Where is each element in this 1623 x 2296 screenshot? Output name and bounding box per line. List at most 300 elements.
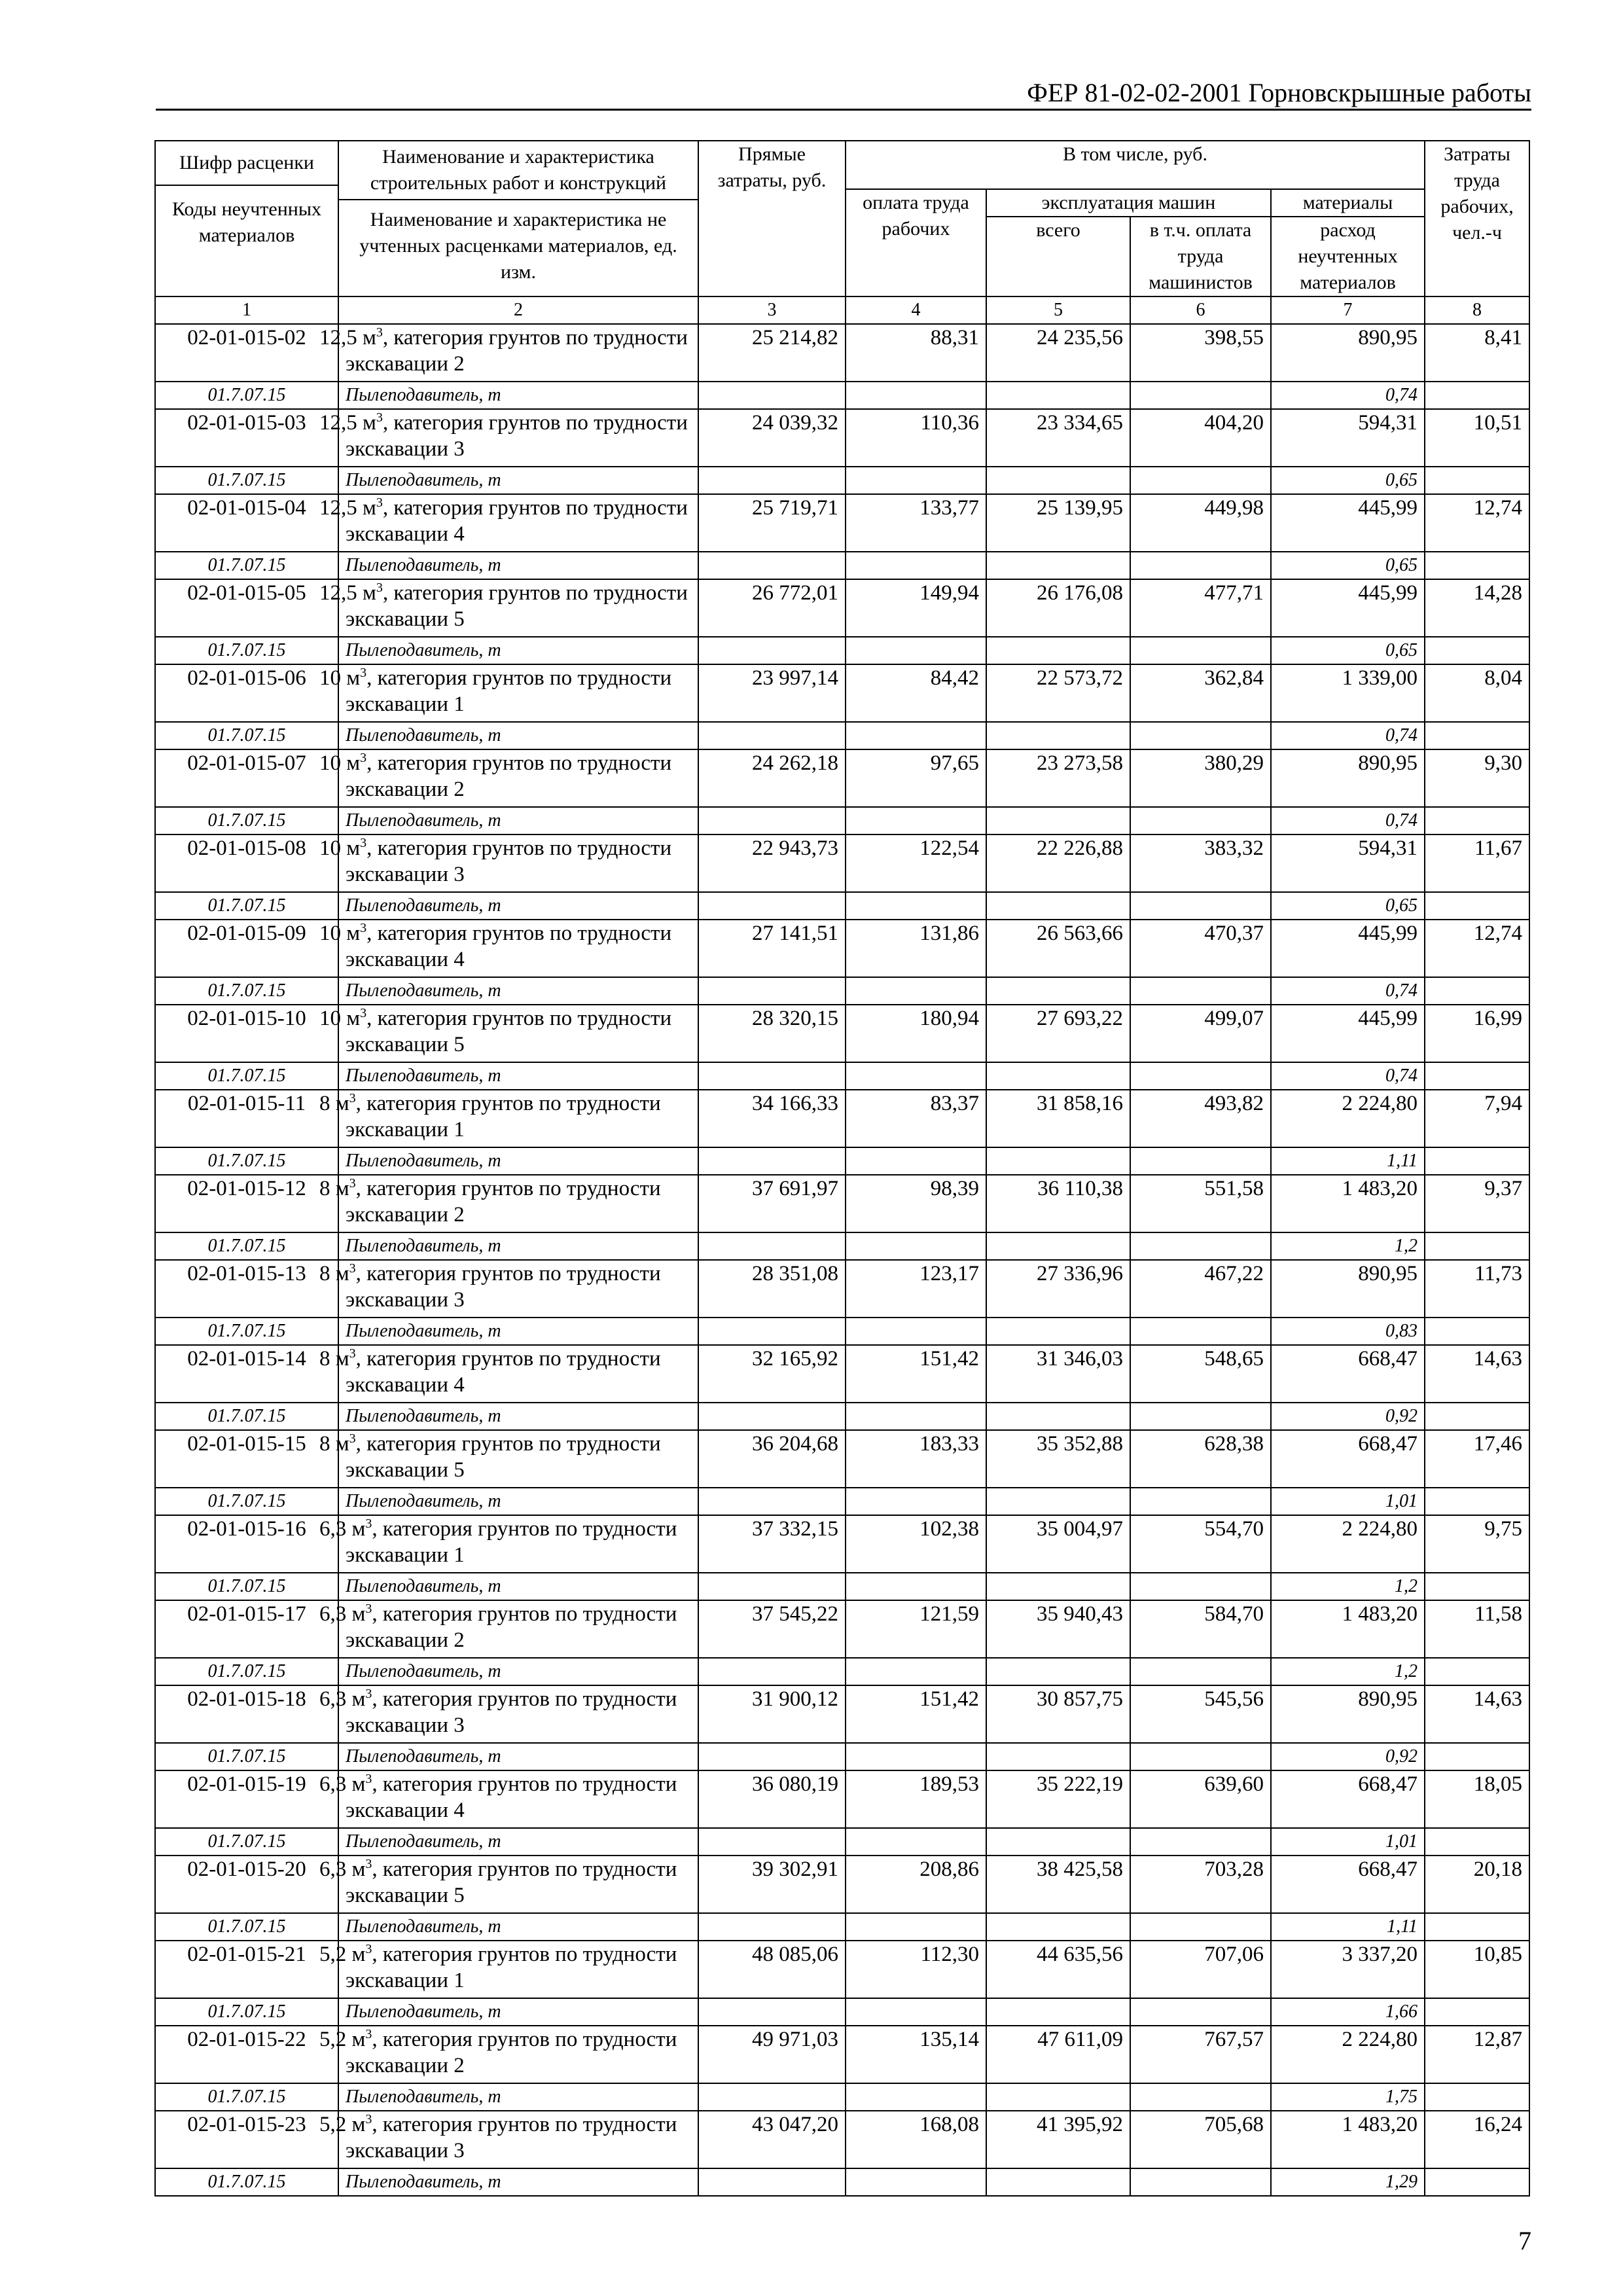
direct-cost: 48 085,06 [698, 1941, 846, 1998]
material-name: Пылеподавитель, т [338, 1743, 698, 1770]
material-name: Пылеподавитель, т [338, 722, 698, 749]
empty-cell [846, 1403, 986, 1430]
empty-cell [1425, 1998, 1529, 2026]
work-description [319, 1260, 698, 1318]
empty-cell [698, 467, 846, 494]
materials-cost: 890,95 [1271, 1260, 1425, 1318]
labor-pay: 189,53 [846, 1770, 986, 1828]
unit-power: 3 [376, 581, 383, 595]
material-row [155, 2168, 1529, 2196]
bucket-size: 5,2 [319, 2113, 347, 2136]
empty-cell [1130, 1403, 1271, 1430]
empty-cell [1130, 1658, 1271, 1685]
direct-cost: 27 141,51 [698, 920, 846, 977]
direct-cost: 23 997,14 [698, 664, 846, 722]
materials-cost: 890,95 [1271, 749, 1425, 807]
empty-cell [986, 637, 1130, 664]
rate-code: 02-01-015-14 [155, 1345, 338, 1403]
material-name: Пылеподавитель, т [338, 467, 698, 494]
description-text: , категория грунтов по трудности экскавации 5 [346, 1007, 672, 1056]
unit-power: 3 [349, 1431, 356, 1446]
unit-power: 3 [360, 921, 367, 935]
labor-hours: 14,63 [1425, 1345, 1529, 1403]
machinists-pay: 548,65 [1130, 1345, 1271, 1403]
empty-cell [846, 1743, 986, 1770]
bucket-size: 10 [319, 922, 341, 945]
unit-power: 3 [376, 495, 383, 510]
labor-hours: 12,74 [1425, 494, 1529, 552]
work-description [319, 1090, 698, 1147]
unit-power: 3 [360, 1006, 367, 1020]
material-row [155, 1998, 1529, 2026]
machines-total: 47 611,09 [986, 2026, 1130, 2083]
unit-symbol: м [351, 2028, 366, 2051]
description-text: , категория грунтов по трудности экскавации 3 [346, 836, 672, 886]
empty-cell [698, 1998, 846, 2026]
direct-cost: 39 302,91 [698, 1856, 846, 1913]
description-text: , категория грунтов по трудности экскавации 3 [346, 1262, 661, 1312]
empty-cell [1425, 1318, 1529, 1345]
table-row [155, 494, 1529, 552]
rate-code: 02-01-015-04 [155, 494, 338, 552]
table-row [155, 324, 1529, 382]
empty-cell [698, 382, 846, 409]
work-description [319, 1430, 698, 1488]
unit-power: 3 [349, 1176, 356, 1191]
labor-pay: 122,54 [846, 834, 986, 892]
work-description [319, 1600, 698, 1658]
table-row [155, 1685, 1529, 1743]
machines-total: 27 336,96 [986, 1260, 1130, 1318]
empty-cell [846, 1913, 986, 1941]
empty-cell [986, 2083, 1130, 2111]
material-code: 01.7.07.15 [155, 1828, 338, 1856]
header-code: Шифр расценки [156, 141, 338, 186]
work-description [319, 1856, 698, 1913]
rate-code: 02-01-015-03 [155, 409, 338, 467]
empty-cell [1130, 1232, 1271, 1260]
work-description [319, 664, 698, 722]
material-name: Пылеподавитель, т [338, 1998, 698, 2026]
material-row [155, 1232, 1529, 1260]
labor-pay: 180,94 [846, 1005, 986, 1062]
unit-symbol: м [363, 411, 376, 435]
header-name-cell [338, 141, 698, 296]
empty-cell [1130, 552, 1271, 579]
material-code: 01.7.07.15 [155, 1573, 338, 1600]
material-name: Пылеподавитель, т [338, 892, 698, 920]
materials-cost: 1 483,20 [1271, 1600, 1425, 1658]
empty-cell [846, 637, 986, 664]
materials-cost: 2 224,80 [1271, 1090, 1425, 1147]
header-materials-unaccounted: расход неучтенных материалов [1271, 217, 1425, 296]
work-description [319, 920, 698, 977]
bucket-size: 8 [319, 1432, 330, 1456]
bucket-size: 10 [319, 1007, 341, 1030]
labor-hours: 16,24 [1425, 2111, 1529, 2168]
labor-pay: 183,33 [846, 1430, 986, 1488]
empty-cell [1425, 1743, 1529, 1770]
bucket-size: 6,3 [319, 1517, 347, 1541]
bucket-size: 8 [319, 1347, 330, 1371]
unit-symbol: м [346, 836, 361, 860]
machinists-pay: 551,58 [1130, 1175, 1271, 1232]
empty-cell [986, 1743, 1130, 1770]
rate-code: 02-01-015-20 [155, 1856, 338, 1913]
material-row [155, 1062, 1529, 1090]
labor-hours: 7,94 [1425, 1090, 1529, 1147]
empty-cell [986, 1573, 1130, 1600]
material-quantity: 1,2 [1271, 1232, 1425, 1260]
header-name-unaccounted: Наименование и характеристика не учтенных расценками материалов, ед. изм. [359, 209, 677, 283]
unit-power: 3 [365, 1602, 372, 1616]
empty-cell [1425, 807, 1529, 834]
material-code: 01.7.07.15 [155, 1147, 338, 1175]
material-name: Пылеподавитель, т [338, 1232, 698, 1260]
machinists-pay: 398,55 [1130, 324, 1271, 382]
labor-hours: 14,63 [1425, 1685, 1529, 1743]
empty-cell [986, 2168, 1130, 2196]
bucket-size: 12,5 [319, 581, 357, 605]
table-row [155, 1600, 1529, 1658]
labor-pay: 208,86 [846, 1856, 986, 1913]
material-quantity: 1,11 [1271, 1147, 1425, 1175]
empty-cell [698, 1828, 846, 1856]
material-code: 01.7.07.15 [155, 2168, 338, 2196]
material-code: 01.7.07.15 [155, 1232, 338, 1260]
material-row [155, 382, 1529, 409]
unit-power: 3 [349, 1346, 356, 1361]
machinists-pay: 493,82 [1130, 1090, 1271, 1147]
materials-cost: 668,47 [1271, 1345, 1425, 1403]
material-code: 01.7.07.15 [155, 977, 338, 1005]
empty-cell [986, 807, 1130, 834]
description-text: , категория грунтов по трудности экскавации 4 [346, 1772, 677, 1822]
header-code-cell [155, 141, 338, 296]
table-row [155, 749, 1529, 807]
empty-cell [1130, 1488, 1271, 1515]
materials-cost: 1 339,00 [1271, 664, 1425, 722]
empty-cell [1130, 1998, 1271, 2026]
column-number: 6 [1130, 296, 1271, 324]
work-description [319, 1175, 698, 1232]
table-row [155, 2111, 1529, 2168]
labor-pay: 88,31 [846, 324, 986, 382]
empty-cell [1130, 1828, 1271, 1856]
rate-code: 02-01-015-09 [155, 920, 338, 977]
machines-total: 31 858,16 [986, 1090, 1130, 1147]
material-quantity: 0,74 [1271, 807, 1425, 834]
empty-cell [698, 2083, 846, 2111]
machines-total: 23 273,58 [986, 749, 1130, 807]
work-description [319, 1941, 698, 1998]
empty-cell [986, 1232, 1130, 1260]
description-text: , категория грунтов по трудности экскавации 2 [346, 2028, 677, 2077]
material-row [155, 1658, 1529, 1685]
empty-cell [986, 1318, 1130, 1345]
header-labor-pay: оплата труда рабочих [846, 189, 986, 296]
machinists-pay: 767,57 [1130, 2026, 1271, 2083]
direct-cost: 36 080,19 [698, 1770, 846, 1828]
machines-total: 24 235,56 [986, 324, 1130, 382]
table-row [155, 1090, 1529, 1147]
empty-cell [846, 1573, 986, 1600]
labor-hours: 9,75 [1425, 1515, 1529, 1573]
empty-cell [1130, 1318, 1271, 1345]
empty-cell [846, 1062, 986, 1090]
labor-pay: 168,08 [846, 2111, 986, 2168]
material-code: 01.7.07.15 [155, 1658, 338, 1685]
empty-cell [698, 1913, 846, 1941]
labor-hours: 14,28 [1425, 579, 1529, 637]
material-quantity: 0,65 [1271, 637, 1425, 664]
description-text: , категория грунтов по трудности экскавации 2 [346, 326, 688, 376]
work-description [319, 494, 698, 552]
empty-cell [698, 1743, 846, 1770]
rate-code: 02-01-015-05 [155, 579, 338, 637]
material-code: 01.7.07.15 [155, 722, 338, 749]
header-unaccounted-codes: Коды неучтенных материалов [172, 198, 321, 246]
machines-total: 22 226,88 [986, 834, 1130, 892]
labor-hours: 20,18 [1425, 1856, 1529, 1913]
material-name: Пылеподавитель, т [338, 552, 698, 579]
material-row [155, 1488, 1529, 1515]
labor-pay: 133,77 [846, 494, 986, 552]
labor-pay: 84,42 [846, 664, 986, 722]
material-code: 01.7.07.15 [155, 1403, 338, 1430]
material-quantity: 1,2 [1271, 1658, 1425, 1685]
unit-symbol: м [346, 922, 361, 945]
material-row [155, 1403, 1529, 1430]
materials-cost: 1 483,20 [1271, 1175, 1425, 1232]
empty-cell [698, 1232, 846, 1260]
work-description [319, 409, 698, 467]
unit-symbol: м [351, 1687, 366, 1711]
table-row [155, 1005, 1529, 1062]
empty-cell [986, 892, 1130, 920]
material-quantity: 0,92 [1271, 1743, 1425, 1770]
work-description [319, 2111, 698, 2168]
bucket-size: 5,2 [319, 2028, 347, 2051]
material-quantity: 1,01 [1271, 1488, 1425, 1515]
material-row [155, 1828, 1529, 1856]
empty-cell [986, 1828, 1130, 1856]
bucket-size: 5,2 [319, 1943, 347, 1966]
labor-hours: 16,99 [1425, 1005, 1529, 1062]
empty-cell [986, 1658, 1130, 1685]
bucket-size: 6,3 [319, 1687, 347, 1711]
empty-cell [1130, 892, 1271, 920]
empty-cell [698, 807, 846, 834]
unit-symbol: м [363, 581, 376, 605]
rate-code: 02-01-015-10 [155, 1005, 338, 1062]
machinists-pay: 470,37 [1130, 920, 1271, 977]
materials-cost: 445,99 [1271, 920, 1425, 977]
unit-power: 3 [360, 836, 367, 850]
bucket-size: 10 [319, 751, 341, 775]
material-code: 01.7.07.15 [155, 1743, 338, 1770]
machines-total: 36 110,38 [986, 1175, 1130, 1232]
description-text: , категория грунтов по трудности экскавации 1 [346, 1943, 677, 1992]
direct-cost: 28 351,08 [698, 1260, 846, 1318]
empty-cell [846, 1998, 986, 2026]
unit-power: 3 [365, 1857, 372, 1871]
unit-symbol: м [351, 1943, 366, 1966]
empty-cell [1130, 2083, 1271, 2111]
empty-cell [846, 892, 986, 920]
empty-cell [1130, 1062, 1271, 1090]
machines-total: 38 425,58 [986, 1856, 1130, 1913]
column-numbers-row [155, 296, 1529, 324]
unit-power: 3 [360, 751, 367, 765]
unit-power: 3 [376, 410, 383, 425]
empty-cell [1425, 637, 1529, 664]
material-row [155, 1743, 1529, 1770]
materials-cost: 668,47 [1271, 1430, 1425, 1488]
bucket-size: 12,5 [319, 496, 357, 520]
material-code: 01.7.07.15 [155, 552, 338, 579]
empty-cell [846, 1658, 986, 1685]
direct-cost: 28 320,15 [698, 1005, 846, 1062]
machinists-pay: 380,29 [1130, 749, 1271, 807]
unit-symbol: м [335, 1432, 349, 1456]
empty-cell [846, 1828, 986, 1856]
empty-cell [846, 1147, 986, 1175]
rate-code: 02-01-015-07 [155, 749, 338, 807]
empty-cell [698, 552, 846, 579]
labor-hours: 8,41 [1425, 324, 1529, 382]
material-name: Пылеподавитель, т [338, 1488, 698, 1515]
empty-cell [1425, 892, 1529, 920]
unit-symbol: м [351, 1602, 366, 1626]
machinists-pay: 584,70 [1130, 1600, 1271, 1658]
work-description [319, 834, 698, 892]
empty-cell [846, 977, 986, 1005]
labor-hours: 18,05 [1425, 1770, 1529, 1828]
unit-power: 3 [360, 666, 367, 680]
description-text: , категория грунтов по трудности экскавации 3 [346, 411, 688, 461]
materials-cost: 2 224,80 [1271, 1515, 1425, 1573]
material-code: 01.7.07.15 [155, 1318, 338, 1345]
machinists-pay: 499,07 [1130, 1005, 1271, 1062]
materials-cost: 594,31 [1271, 409, 1425, 467]
table-row [155, 1345, 1529, 1403]
empty-cell [698, 637, 846, 664]
empty-cell [986, 722, 1130, 749]
unit-symbol: м [363, 326, 376, 350]
material-quantity: 1,01 [1271, 1828, 1425, 1856]
empty-cell [1425, 1913, 1529, 1941]
empty-cell [698, 1147, 846, 1175]
labor-pay: 98,39 [846, 1175, 986, 1232]
header-labor: Затраты труда рабочих, чел.-ч [1425, 141, 1529, 296]
rate-code: 02-01-015-22 [155, 2026, 338, 2083]
empty-cell [1130, 1147, 1271, 1175]
material-name: Пылеподавитель, т [338, 1062, 698, 1090]
bucket-size: 6,3 [319, 1772, 347, 1796]
empty-cell [986, 1488, 1130, 1515]
empty-cell [846, 2083, 986, 2111]
table-row [155, 1856, 1529, 1913]
page-number: 7 [1518, 2226, 1531, 2255]
description-text: , категория грунтов по трудности экскавации 1 [346, 666, 672, 716]
empty-cell [1130, 1913, 1271, 1941]
labor-pay: 149,94 [846, 579, 986, 637]
material-code: 01.7.07.15 [155, 637, 338, 664]
table-row [155, 579, 1529, 637]
bucket-size: 6,3 [319, 1857, 347, 1881]
labor-hours: 10,85 [1425, 1941, 1529, 1998]
direct-cost: 49 971,03 [698, 2026, 846, 2083]
unit-symbol: м [335, 1177, 349, 1200]
unit-power: 3 [365, 1942, 372, 1956]
machines-total: 26 176,08 [986, 579, 1130, 637]
bucket-size: 8 [319, 1092, 330, 1115]
empty-cell [698, 1062, 846, 1090]
material-row [155, 977, 1529, 1005]
labor-pay: 97,65 [846, 749, 986, 807]
material-name: Пылеподавитель, т [338, 977, 698, 1005]
description-text: , категория грунтов по трудности экскавации 2 [346, 751, 672, 801]
material-code: 01.7.07.15 [155, 1062, 338, 1090]
direct-cost: 25 719,71 [698, 494, 846, 552]
labor-pay: 151,42 [846, 1345, 986, 1403]
empty-cell [1425, 722, 1529, 749]
machines-total: 23 334,65 [986, 409, 1130, 467]
material-quantity: 0,74 [1271, 382, 1425, 409]
material-code: 01.7.07.15 [155, 382, 338, 409]
material-quantity: 0,74 [1271, 722, 1425, 749]
unit-symbol: м [351, 1517, 366, 1541]
empty-cell [698, 1658, 846, 1685]
materials-cost: 890,95 [1271, 1685, 1425, 1743]
unit-symbol: м [346, 666, 361, 690]
rate-code: 02-01-015-17 [155, 1600, 338, 1658]
machines-total: 35 222,19 [986, 1770, 1130, 1828]
labor-hours: 8,04 [1425, 664, 1529, 722]
empty-cell [1130, 977, 1271, 1005]
material-code: 01.7.07.15 [155, 892, 338, 920]
materials-cost: 1 483,20 [1271, 2111, 1425, 2168]
rate-code: 02-01-015-23 [155, 2111, 338, 2168]
direct-cost: 25 214,82 [698, 324, 846, 382]
direct-cost: 31 900,12 [698, 1685, 846, 1743]
labor-pay: 131,86 [846, 920, 986, 977]
labor-pay: 83,37 [846, 1090, 986, 1147]
description-text: , категория грунтов по трудности экскавации 2 [346, 1602, 677, 1652]
material-name: Пылеподавитель, т [338, 1147, 698, 1175]
material-quantity: 0,65 [1271, 552, 1425, 579]
unit-symbol: м [351, 1772, 366, 1796]
column-number: 8 [1425, 296, 1529, 324]
material-quantity: 0,92 [1271, 1403, 1425, 1430]
rate-code: 02-01-015-19 [155, 1770, 338, 1828]
empty-cell [986, 1403, 1130, 1430]
column-number: 3 [698, 296, 846, 324]
machinists-pay: 467,22 [1130, 1260, 1271, 1318]
work-description [319, 1345, 698, 1403]
material-quantity: 0,74 [1271, 1062, 1425, 1090]
table-row [155, 834, 1529, 892]
material-name: Пылеподавитель, т [338, 2168, 698, 2196]
direct-cost: 22 943,73 [698, 834, 846, 892]
work-description [319, 324, 698, 382]
material-name: Пылеподавитель, т [338, 637, 698, 664]
material-name: Пылеподавитель, т [338, 1658, 698, 1685]
empty-cell [1425, 1658, 1529, 1685]
machines-total: 35 004,97 [986, 1515, 1130, 1573]
unit-power: 3 [365, 1772, 372, 1786]
